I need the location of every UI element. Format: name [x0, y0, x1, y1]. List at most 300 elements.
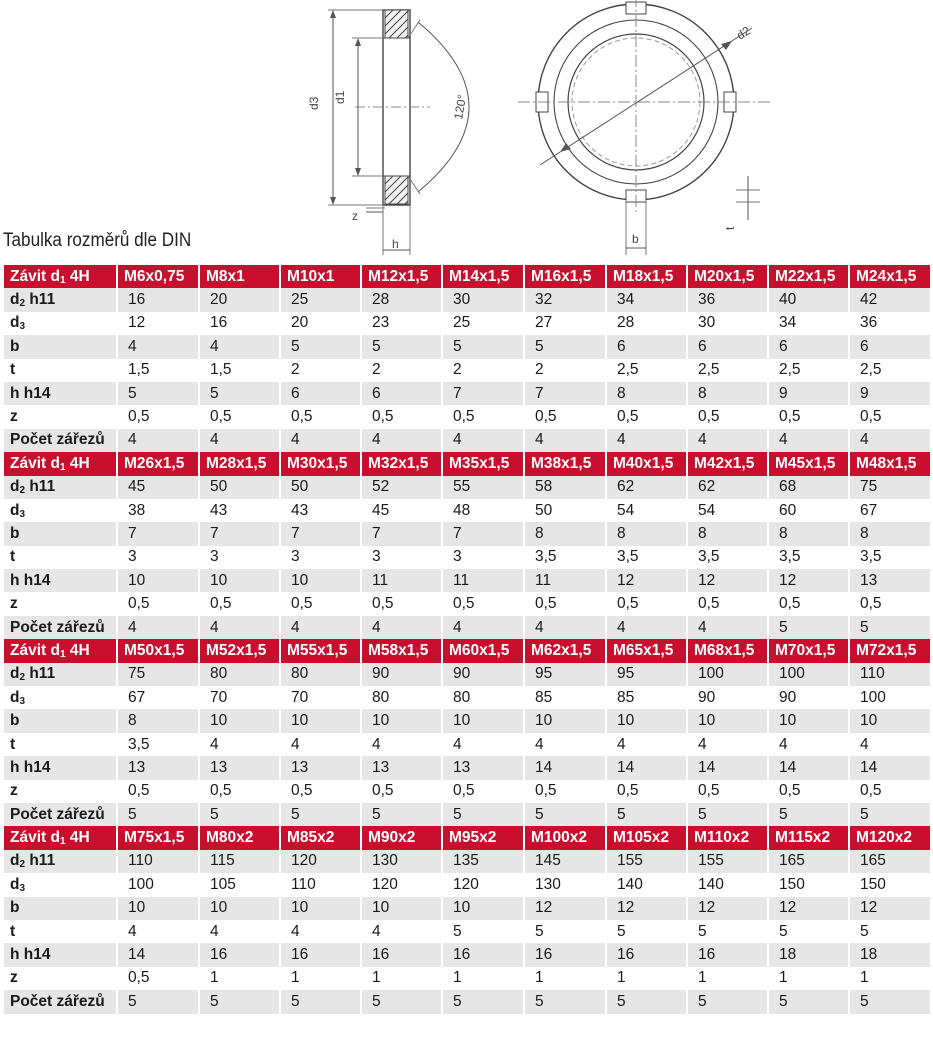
table-row-notches	[4, 429, 931, 452]
table-cell: 16	[687, 943, 768, 966]
row-label-text: z	[10, 408, 18, 426]
label-d1: d1	[333, 90, 347, 104]
table-cell: 12	[687, 569, 768, 592]
thread-size-header: M110x2	[687, 826, 768, 849]
thread-size-header: M6x0,75	[117, 265, 199, 288]
table-row-t	[4, 920, 931, 943]
table-row-b	[4, 522, 931, 545]
table-row-b	[4, 335, 931, 358]
table-cell: 5	[524, 990, 606, 1013]
row-label-subscript: 2	[19, 672, 26, 684]
table-cell: 4	[849, 733, 931, 756]
table-row-d3	[4, 499, 931, 522]
table-cell: 75	[849, 476, 931, 499]
row-label-suffix: 4H	[65, 267, 90, 285]
table-cell: 3	[280, 546, 361, 569]
table-cell: 8	[687, 382, 768, 405]
table-cell: 130	[361, 850, 442, 873]
table-cell: 85	[524, 686, 606, 709]
row-label-suffix: h11	[25, 852, 56, 870]
table-cell: 0,5	[442, 780, 524, 803]
table-cell: 5	[606, 990, 687, 1013]
table-cell: 12	[524, 897, 606, 920]
row-label-suffix: h11	[25, 291, 56, 309]
table-cell: 10	[606, 709, 687, 732]
table-cell: 4	[442, 616, 524, 639]
table-cell: 50	[524, 499, 606, 522]
dimensions-table-body	[4, 265, 931, 1014]
table-cell: 2	[280, 359, 361, 382]
row-label-subscript: 1	[59, 836, 66, 848]
table-cell: 2,5	[687, 359, 768, 382]
table-cell: 62	[606, 476, 687, 499]
table-cell: 40	[768, 288, 849, 311]
table-cell: 58	[524, 476, 606, 499]
table-cell: 30	[687, 312, 768, 335]
table-cell: 4	[768, 733, 849, 756]
table-cell: 2,5	[768, 359, 849, 382]
table-cell: 7	[199, 522, 280, 545]
row-label-z	[4, 592, 117, 615]
thread-size-header: M22x1,5	[768, 265, 849, 288]
table-cell: 10	[442, 709, 524, 732]
thread-size-header: M120x2	[849, 826, 931, 849]
table-cell: 60	[768, 499, 849, 522]
row-label-h	[4, 382, 117, 405]
table-cell: 75	[117, 663, 199, 686]
table-cell: 1	[361, 967, 442, 990]
table-cell: 0,5	[280, 780, 361, 803]
row-label-text: d	[10, 875, 20, 893]
thread-size-header: M40x1,5	[606, 452, 687, 475]
table-cell: 10	[199, 897, 280, 920]
table-cell: 43	[199, 499, 280, 522]
table-cell: 0,5	[524, 780, 606, 803]
table-cell: 16	[199, 943, 280, 966]
row-label-text: Závit d	[10, 829, 60, 847]
table-cell: 6	[606, 335, 687, 358]
table-cell: 6	[687, 335, 768, 358]
table-cell: 0,5	[117, 405, 199, 428]
table-row-z	[4, 780, 931, 803]
table-cell: 54	[687, 499, 768, 522]
table-cell: 20	[280, 312, 361, 335]
table-cell: 6	[849, 335, 931, 358]
dimensions-table	[4, 265, 932, 1014]
table-cell: 4	[199, 920, 280, 943]
table-cell: 5	[117, 382, 199, 405]
table-cell: 1	[849, 967, 931, 990]
table-cell: 4	[280, 920, 361, 943]
table-cell: 10	[117, 897, 199, 920]
thread-size-header: M32x1,5	[361, 452, 442, 475]
table-cell: 48	[442, 499, 524, 522]
table-cell: 4	[606, 429, 687, 452]
table-cell: 165	[849, 850, 931, 873]
row-label-text: h h14	[10, 384, 51, 402]
thread-size-header: M12x1,5	[361, 265, 442, 288]
table-cell: 16	[280, 943, 361, 966]
table-cell: 16	[524, 943, 606, 966]
row-label-thread	[4, 452, 117, 475]
table-cell: 10	[442, 897, 524, 920]
row-label-text: b	[10, 712, 20, 730]
row-label-text: Závit d	[10, 641, 60, 659]
row-label-subscript: 1	[59, 461, 66, 473]
thread-size-header: M48x1,5	[849, 452, 931, 475]
table-cell: 0,5	[606, 780, 687, 803]
thread-size-header: M75x1,5	[117, 826, 199, 849]
row-label-text: d	[10, 665, 20, 683]
row-label-d3	[4, 312, 117, 335]
table-cell: 3	[117, 546, 199, 569]
table-cell: 1	[280, 967, 361, 990]
thread-size-header: M42x1,5	[687, 452, 768, 475]
table-cell: 8	[849, 522, 931, 545]
row-label-subscript: 1	[59, 274, 66, 286]
table-cell: 90	[442, 663, 524, 686]
thread-size-header: M80x2	[199, 826, 280, 849]
row-label-text: t	[10, 361, 16, 379]
table-cell: 140	[606, 873, 687, 896]
row-label-b	[4, 335, 117, 358]
table-row-h	[4, 756, 931, 779]
table-row-h	[4, 382, 931, 405]
row-label-text: Počet zářezů	[10, 805, 105, 823]
row-label-t	[4, 920, 117, 943]
table-cell: 68	[768, 476, 849, 499]
table-cell: 9	[849, 382, 931, 405]
table-cell: 14	[117, 943, 199, 966]
thread-size-header: M28x1,5	[199, 452, 280, 475]
table-cell: 16	[199, 312, 280, 335]
table-cell: 5	[606, 803, 687, 826]
thread-size-header: M26x1,5	[117, 452, 199, 475]
table-cell: 5	[768, 803, 849, 826]
table-cell: 13	[849, 569, 931, 592]
table-cell: 14	[524, 756, 606, 779]
row-label-d2	[4, 663, 117, 686]
table-cell: 0,5	[199, 780, 280, 803]
table-cell: 0,5	[117, 780, 199, 803]
table-cell: 4	[280, 733, 361, 756]
row-label-d3	[4, 873, 117, 896]
table-cell: 90	[361, 663, 442, 686]
thread-size-header: M55x1,5	[280, 639, 361, 662]
table-cell: 1	[442, 967, 524, 990]
table-cell: 0,5	[768, 592, 849, 615]
table-cell: 130	[524, 873, 606, 896]
table-cell: 13	[361, 756, 442, 779]
table-cell: 13	[442, 756, 524, 779]
side-view-hatch-top	[385, 10, 408, 38]
row-label-text: b	[10, 524, 20, 542]
table-cell: 150	[849, 873, 931, 896]
table-cell: 10	[768, 709, 849, 732]
table-cell: 120	[442, 873, 524, 896]
row-label-z	[4, 405, 117, 428]
row-label-notches	[4, 429, 117, 452]
row-label-h	[4, 756, 117, 779]
table-cell: 14	[606, 756, 687, 779]
table-cell: 3,5	[768, 546, 849, 569]
row-label-text: Závit d	[10, 267, 60, 285]
row-label-thread	[4, 265, 117, 288]
table-cell: 12	[768, 569, 849, 592]
table-cell: 5	[849, 920, 931, 943]
table-cell: 0,5	[849, 405, 931, 428]
table-cell: 16	[606, 943, 687, 966]
table-cell: 12	[606, 569, 687, 592]
table-cell: 0,5	[280, 592, 361, 615]
table-cell: 23	[361, 312, 442, 335]
table-cell: 4	[280, 429, 361, 452]
table-cell: 105	[199, 873, 280, 896]
table-cell: 50	[280, 476, 361, 499]
table-cell: 8	[117, 709, 199, 732]
thread-size-header: M58x1,5	[361, 639, 442, 662]
table-cell: 8	[606, 522, 687, 545]
table-cell: 7	[442, 522, 524, 545]
row-label-text: Počet zářezů	[10, 992, 105, 1010]
table-cell: 0,5	[199, 405, 280, 428]
row-label-z	[4, 780, 117, 803]
table-cell: 0,5	[606, 592, 687, 615]
row-label-subscript: 1	[59, 648, 66, 660]
table-row-h	[4, 943, 931, 966]
table-cell: 8	[606, 382, 687, 405]
table-cell: 5	[768, 920, 849, 943]
row-label-text: t	[10, 548, 16, 566]
table-cell: 36	[687, 288, 768, 311]
table-cell: 4	[606, 616, 687, 639]
row-label-text: Počet zářezů	[10, 618, 105, 636]
table-cell: 0,5	[280, 405, 361, 428]
table-cell: 67	[117, 686, 199, 709]
table-row-b	[4, 709, 931, 732]
row-label-d3	[4, 499, 117, 522]
table-cell: 10	[280, 897, 361, 920]
table-cell: 5	[280, 990, 361, 1013]
table-cell: 4	[117, 429, 199, 452]
table-cell: 10	[361, 709, 442, 732]
table-cell: 5	[361, 803, 442, 826]
row-label-text: z	[10, 595, 18, 613]
table-cell: 5	[524, 803, 606, 826]
table-cell: 10	[117, 569, 199, 592]
table-cell: 5	[442, 990, 524, 1013]
table-cell: 9	[768, 382, 849, 405]
thread-size-header: M100x2	[524, 826, 606, 849]
table-cell: 0,5	[687, 592, 768, 615]
row-label-notches	[4, 803, 117, 826]
table-cell: 80	[442, 686, 524, 709]
thread-size-header: M24x1,5	[849, 265, 931, 288]
table-cell: 155	[687, 850, 768, 873]
row-label-b	[4, 709, 117, 732]
table-cell: 2	[524, 359, 606, 382]
table-cell: 54	[606, 499, 687, 522]
table-header-row	[4, 639, 931, 662]
label-b: b	[632, 232, 639, 246]
table-cell: 4	[361, 616, 442, 639]
table-cell: 6	[768, 335, 849, 358]
row-label-subscript: 2	[19, 298, 26, 310]
table-cell: 4	[199, 429, 280, 452]
table-cell: 90	[768, 686, 849, 709]
thread-size-header: M35x1,5	[442, 452, 524, 475]
row-label-text: h h14	[10, 758, 51, 776]
table-cell: 0,5	[361, 405, 442, 428]
table-cell: 20	[199, 288, 280, 311]
thread-size-header: M45x1,5	[768, 452, 849, 475]
table-cell: 110	[849, 663, 931, 686]
table-cell: 5	[117, 990, 199, 1013]
thread-size-header: M68x1,5	[687, 639, 768, 662]
table-cell: 50	[199, 476, 280, 499]
table-row-d2	[4, 476, 931, 499]
table-cell: 10	[849, 709, 931, 732]
table-cell: 5	[442, 920, 524, 943]
table-cell: 5	[768, 990, 849, 1013]
row-label-text: d	[10, 501, 20, 519]
table-cell: 0,5	[768, 405, 849, 428]
table-cell: 1,5	[199, 359, 280, 382]
table-cell: 43	[280, 499, 361, 522]
table-cell: 13	[280, 756, 361, 779]
table-cell: 5	[524, 335, 606, 358]
table-cell: 80	[280, 663, 361, 686]
row-label-t	[4, 546, 117, 569]
row-label-text: t	[10, 922, 16, 940]
row-label-text: z	[10, 782, 18, 800]
table-cell: 38	[117, 499, 199, 522]
table-row-t	[4, 733, 931, 756]
row-label-suffix: h11	[25, 478, 56, 496]
thread-size-header: M18x1,5	[606, 265, 687, 288]
table-cell: 7	[442, 382, 524, 405]
table-cell: 8	[768, 522, 849, 545]
table-cell: 42	[849, 288, 931, 311]
row-label-thread	[4, 639, 117, 662]
table-cell: 6	[361, 382, 442, 405]
table-cell: 30	[442, 288, 524, 311]
table-cell: 14	[687, 756, 768, 779]
table-cell: 1	[606, 967, 687, 990]
thread-size-header: M72x1,5	[849, 639, 931, 662]
table-cell: 4	[524, 429, 606, 452]
table-cell: 2	[361, 359, 442, 382]
table-cell: 5	[361, 990, 442, 1013]
table-cell: 4	[361, 429, 442, 452]
table-cell: 0,5	[361, 592, 442, 615]
table-cell: 3	[199, 546, 280, 569]
thread-size-header: M105x2	[606, 826, 687, 849]
thread-size-header: M10x1	[280, 265, 361, 288]
table-cell: 85	[606, 686, 687, 709]
table-cell: 3,5	[687, 546, 768, 569]
row-label-subscript: 2	[19, 859, 26, 871]
table-cell: 25	[442, 312, 524, 335]
table-header-row	[4, 826, 931, 849]
row-label-b	[4, 522, 117, 545]
table-cell: 4	[361, 920, 442, 943]
row-label-subscript: 3	[19, 321, 26, 333]
table-cell: 5	[117, 803, 199, 826]
table-cell: 5	[280, 803, 361, 826]
table-cell: 100	[687, 663, 768, 686]
table-cell: 70	[280, 686, 361, 709]
table-cell: 3	[361, 546, 442, 569]
thread-size-header: M8x1	[199, 265, 280, 288]
row-label-text: t	[10, 735, 16, 753]
row-label-z	[4, 967, 117, 990]
table-cell: 11	[442, 569, 524, 592]
table-cell: 70	[199, 686, 280, 709]
table-cell: 140	[687, 873, 768, 896]
table-cell: 7	[117, 522, 199, 545]
table-cell: 100	[117, 873, 199, 896]
row-label-text: h h14	[10, 571, 51, 589]
table-cell: 12	[768, 897, 849, 920]
table-cell: 67	[849, 499, 931, 522]
table-cell: 25	[280, 288, 361, 311]
table-cell: 11	[361, 569, 442, 592]
row-label-subscript: 3	[19, 695, 26, 707]
row-label-text: Počet zářezů	[10, 431, 105, 449]
table-cell: 0,5	[442, 592, 524, 615]
table-cell: 5	[849, 616, 931, 639]
label-t: t	[723, 226, 737, 230]
table-cell: 12	[117, 312, 199, 335]
row-label-text: d	[10, 852, 20, 870]
row-label-text: d	[10, 314, 20, 332]
thread-size-header: M70x1,5	[768, 639, 849, 662]
thread-size-header: M85x2	[280, 826, 361, 849]
table-cell: 3,5	[849, 546, 931, 569]
row-label-subscript: 3	[19, 508, 26, 520]
thread-size-header: M50x1,5	[117, 639, 199, 662]
table-cell: 1	[199, 967, 280, 990]
thread-size-header: M38x1,5	[524, 452, 606, 475]
row-label-text: z	[10, 969, 18, 987]
table-cell: 10	[524, 709, 606, 732]
row-label-text: h h14	[10, 946, 51, 964]
table-cell: 10	[199, 709, 280, 732]
table-cell: 110	[280, 873, 361, 896]
table-cell: 95	[524, 663, 606, 686]
row-label-d2	[4, 288, 117, 311]
table-row-b	[4, 897, 931, 920]
table-cell: 1	[524, 967, 606, 990]
table-cell: 0,5	[442, 405, 524, 428]
table-cell: 5	[442, 803, 524, 826]
row-label-subscript: 2	[19, 485, 26, 497]
row-label-b	[4, 897, 117, 920]
thread-size-header: M62x1,5	[524, 639, 606, 662]
row-label-text: b	[10, 337, 20, 355]
table-cell: 52	[361, 476, 442, 499]
label-d3: d3	[307, 96, 321, 110]
table-cell: 11	[524, 569, 606, 592]
table-cell: 3,5	[524, 546, 606, 569]
table-cell: 16	[117, 288, 199, 311]
table-cell: 0,5	[117, 967, 199, 990]
table-cell: 1	[768, 967, 849, 990]
row-label-h	[4, 943, 117, 966]
table-cell: 100	[768, 663, 849, 686]
table-cell: 4	[199, 335, 280, 358]
